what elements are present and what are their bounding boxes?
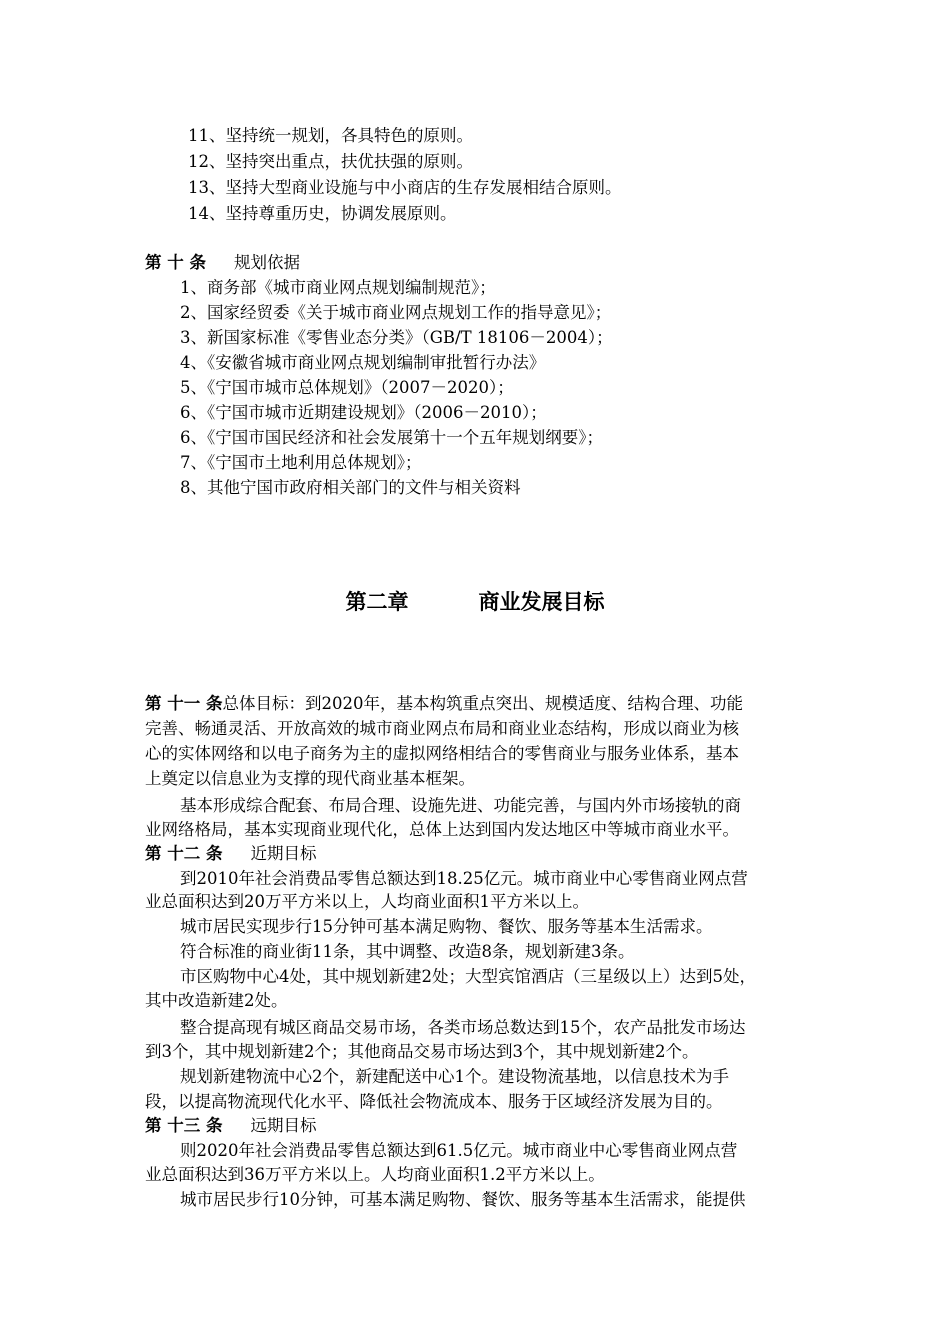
article-label: 第 十一 条 xyxy=(145,694,223,713)
paragraph-line: 业网络格局，基本实现商业现代化，总体上达到国内发达地区中等城市商业水平。 xyxy=(145,820,739,839)
paragraph-line: 规划新建物流中心2个，新建配送中心1个。建设物流基地，以信息技术为手 xyxy=(180,1067,729,1086)
article-title: 近期目标 xyxy=(250,844,317,863)
chapter-name: 商业发展目标 xyxy=(478,589,605,614)
basis-item: 5、《宁国市城市总体规划》（2007－2020）； xyxy=(180,378,514,397)
paragraph-line: 基本形成综合配套、布局合理、设施先进、功能完善，与国内外市场接轨的商 xyxy=(180,796,741,815)
basis-item: 6、《宁国市国民经济和社会发展第十一个五年规划纲要》； xyxy=(180,428,603,447)
chapter-title xyxy=(0,587,950,617)
paragraph-line: 市区购物中心4处，其中规划新建2处；大型宾馆酒店（三星级以上）达到5处， xyxy=(180,967,756,986)
paragraph-line: 完善、畅通灵活、开放高效的城市商业网点布局和商业业态结构，形成以商业为核 xyxy=(145,719,739,738)
paragraph-line: 业总面积达到20万平方米以上，人均商业面积1平方米以上。 xyxy=(145,892,589,911)
article-label: 第 十三 条 xyxy=(145,1116,223,1135)
article-12-heading xyxy=(145,842,317,866)
paragraph-line: 总体目标：到2020年，基本构筑重点突出、规模适度、结构合理、功能 xyxy=(222,694,743,713)
paragraph-line: 城市居民实现步行15分钟可基本满足购物、餐饮、服务等基本生活需求。 xyxy=(180,917,713,936)
basis-item: 3、新国家标准《零售业态分类》（GB/T 18106－2004）； xyxy=(180,328,613,347)
article-title: 规划依据 xyxy=(234,253,300,272)
paragraph-line: 到3个，其中规划新建2个；其他商品交易市场达到3个，其中规划新建2个。 xyxy=(145,1042,699,1061)
paragraph-line: 整合提高现有城区商品交易市场，各类市场总数达到15个，农产品批发市场达 xyxy=(180,1018,746,1037)
paragraph-line: 其中改造新建2处。 xyxy=(145,991,288,1010)
article-13-heading xyxy=(145,1114,317,1138)
principle-item: 11、坚持统一规划，各具特色的原则。 xyxy=(188,126,473,145)
paragraph-line: 业总面积达到36万平方米以上。人均商业面积1.2平方米以上。 xyxy=(145,1165,605,1184)
principle-item: 13、坚持大型商业设施与中小商店的生存发展相结合原则。 xyxy=(188,178,622,197)
article-10-heading xyxy=(145,251,300,275)
article-11-first-line xyxy=(145,692,743,716)
paragraph-line: 城市居民步行10分钟，可基本满足购物、餐饮、服务等基本生活需求，能提供 xyxy=(180,1190,746,1209)
basis-item: 4、《安徽省城市商业网点规划编制审批暂行办法》 xyxy=(180,353,546,372)
paragraph-line: 则2020年社会消费品零售总额达到61.5亿元。城市商业中心零售商业网点营 xyxy=(180,1141,738,1160)
basis-item: 8、其他宁国市政府相关部门的文件与相关资料 xyxy=(180,478,521,497)
paragraph-line: 段，以提高物流现代化水平、降低社会物流成本、服务于区域经济发展为目的。 xyxy=(145,1092,723,1111)
article-title: 远期目标 xyxy=(250,1116,317,1135)
principle-item: 14、坚持尊重历史，协调发展原则。 xyxy=(188,204,457,223)
basis-item: 1、商务部《城市商业网点规划编制规范》； xyxy=(180,278,496,297)
paragraph-line: 心的实体网络和以电子商务为主的虚拟网络相结合的零售商业与服务业体系，基本 xyxy=(145,744,739,763)
basis-item: 6、《宁国市城市近期建设规划》（2006－2010）； xyxy=(180,403,547,422)
article-label: 第 十二 条 xyxy=(145,844,223,863)
paragraph-line: 到2010年社会消费品零售总额达到18.25亿元。城市商业中心零售商业网点营 xyxy=(180,869,748,888)
paragraph-line: 上奠定以信息业为支撑的现代商业基本框架。 xyxy=(145,769,475,788)
basis-item: 7、《宁国市土地利用总体规划》； xyxy=(180,453,422,472)
chapter-number: 第二章 xyxy=(345,589,409,614)
principle-item: 12、坚持突出重点，扶优扶强的原则。 xyxy=(188,152,473,171)
paragraph-line: 符合标准的商业街11条，其中调整、改造8条，规划新建3条。 xyxy=(180,942,635,961)
article-label: 第 十 条 xyxy=(145,253,206,272)
basis-item: 2、国家经贸委《关于城市商业网点规划工作的指导意见》； xyxy=(180,303,612,322)
